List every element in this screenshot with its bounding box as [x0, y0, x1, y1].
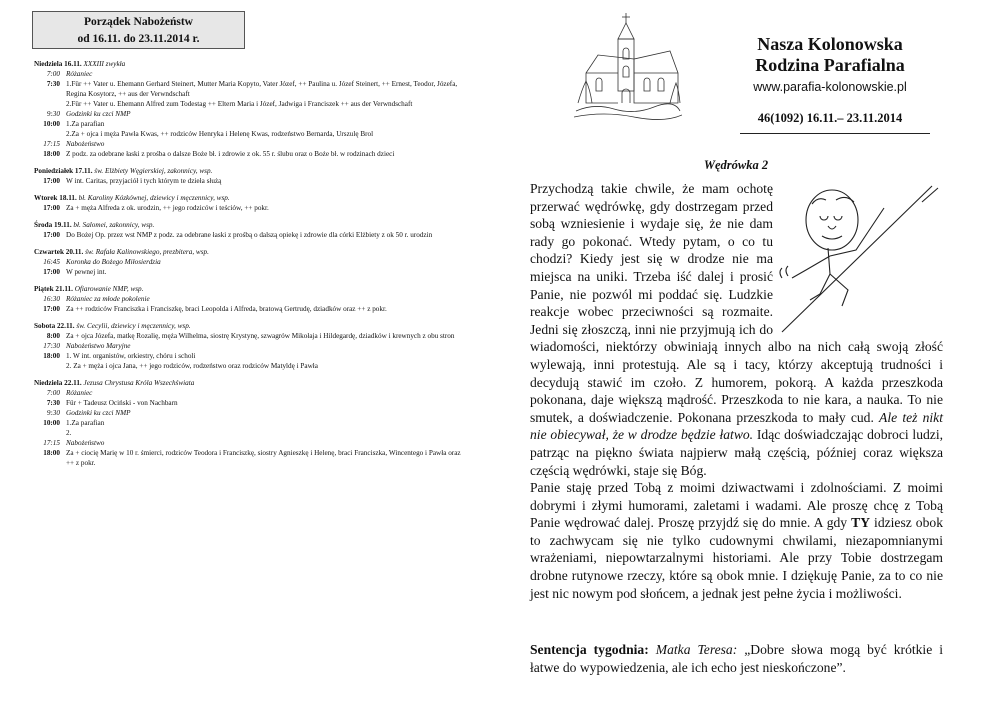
article-p2-bold: TY [851, 515, 871, 531]
day-heading [34, 378, 470, 388]
schedule-entry [34, 149, 470, 159]
entry-text: 2. [66, 429, 72, 437]
masthead-line-1: Nasza Kolonowska [757, 34, 903, 54]
entry-text: 2. Za + męża i ojca Jana, ++ jego rodziców, rodzeństwo oraz rodziców Matyldę i Pawła [66, 362, 318, 370]
entry-text: Koronka do Bożego Miłosierdzia [66, 258, 161, 266]
entry-time: 17:15 [43, 439, 60, 447]
day-date: Czwartek 20.11. [34, 248, 84, 256]
day-date: Piątek 21.11. [34, 285, 73, 293]
schedule-entry [34, 361, 470, 371]
entry-text: 1.Za parafian [66, 120, 105, 128]
day-heading [34, 193, 470, 203]
day-feast: bł. Salomei, zakonnicy, wsp. [73, 221, 155, 229]
schedule-header-dates: od 16.11. do 23.11.2014 r. [77, 33, 200, 45]
entry-time: 7:30 [46, 399, 60, 407]
schedule-entry [34, 203, 470, 213]
entry-time: 7:30 [46, 80, 60, 88]
schedule-entry [34, 176, 470, 186]
day-date: Niedziela 16.11. [34, 60, 82, 68]
entry-text: Za + męża Alfreda z ok. urodzin, ++ jego rodziców i teściów, ++ pokr. [66, 204, 269, 212]
schedule-entry [34, 438, 470, 448]
schedule-entry [34, 398, 470, 408]
schedule-entry [34, 139, 470, 149]
entry-time: 9:30 [46, 110, 60, 118]
day-heading [34, 321, 470, 331]
parish-url[interactable]: www.parafia-kolonowskie.pl [753, 80, 907, 94]
hiker-cartoon-illustration [772, 182, 942, 334]
entry-text: Godzinki ku czci NMP [66, 409, 131, 417]
day-heading [34, 284, 470, 294]
day-date: Środa 19.11. [34, 221, 72, 229]
day-heading [34, 59, 470, 69]
day-feast: Ofiarowanie NMP, wsp. [74, 285, 144, 293]
schedule-entry [34, 119, 470, 129]
schedule-list [34, 59, 470, 475]
entry-time: 17:00 [43, 177, 60, 185]
entry-text: Godzinki ku czci NMP [66, 110, 131, 118]
entry-time: 10:00 [43, 120, 60, 128]
entry-time [34, 129, 66, 139]
article-p1-text-a: Przychodzą takie chwile, że mam ochotę przerwać wędrówkę, gdy dostrzegam przed sobą wzniesienie i wydaje się, że nie dam rady go pokonać. Wtedy pytam, o co tu chodzi? Kiedy jest się w drodze nie ma miejsca na uniki. Trzeba iść dalej i prosić Panie, nie pozwól mi poddać się. Ludzkie reakcje wobec przeciwności są rozmaite. Jedni się złoszczą, inni nie przyjmują ich do wiadomości, niektórzy obwiniają innych albo na nich całą swoją złość wylewają, inni protestują. Ale są i tacy, którzy akceptują trudności i decydują stawić im czoło. Z humorem, pokorą. A każda przeszkoda pokonana, daje większą mądrość. Przeszkoda to nie kara, a nauka. To nie smutek, a doświadczenie. Pokonana przeszkoda to mały cud. [530, 181, 943, 425]
schedule-entry [34, 267, 470, 277]
article-title: Wędrówka 2 [703, 158, 769, 172]
entry-time: 17:00 [43, 305, 60, 313]
schedule-entry [34, 428, 470, 438]
entry-text: Für + Tadeusz Ociński - von Nachbarn [66, 399, 178, 407]
entry-text: 1. W int. organistów, orkiestry, chóru i scholi [66, 352, 196, 360]
sentence-label: Sentencja tygodnia: [530, 642, 649, 657]
schedule-day [34, 166, 470, 186]
entry-text: 1.Za parafian [66, 419, 105, 427]
schedule-entry [34, 351, 470, 361]
entry-text: Różaniec za młode pokolenie [66, 295, 150, 303]
day-date: Niedziela 22.11. [34, 379, 82, 387]
entry-time: 17:00 [43, 268, 60, 276]
entry-text: Nabożeństwo [66, 439, 105, 447]
schedule-day [34, 378, 470, 468]
article-p1-text-b: Idąc doświadczając dobroci ludzi, patrząc na piękno świata najpierw małą częścią, później coraz większa częścią wędrówki, staje się Bóg. [530, 427, 943, 478]
schedule-entry [34, 129, 470, 139]
entry-text: Różaniec [66, 70, 93, 78]
article-p1-italic: Ale też nikt nie obiecywał, że w drodze będzie łatwo. [530, 409, 943, 443]
schedule-entry [34, 341, 470, 351]
entry-time: 8:00 [46, 332, 60, 340]
schedule-entry [34, 304, 470, 314]
schedule-day [34, 59, 470, 159]
day-feast: św. Elżbiety Węgierskiej, zakonnicy, wsp. [94, 167, 213, 175]
schedule-entry [34, 99, 470, 109]
day-date: Wtorek 18.11. [34, 194, 77, 202]
entry-time: 17:15 [43, 140, 60, 148]
schedule-day [34, 193, 470, 213]
schedule-header [32, 11, 245, 49]
schedule-header-title: Porządek Nabożeństw [84, 16, 193, 28]
entry-text: Za + ojca Józefa, matkę Rozalię, męża Wilhelma, siostrę Krystynę, szwagrów Mikołaja i Hildegardę, dziadków i krewnych z obu stron [66, 332, 455, 340]
entry-text: Za ++ rodziców Franciszka i Franciszkę, braci Leopolda i Alfreda, bratową Gertrudę, dziadków oraz ++ z pokr. [66, 305, 387, 313]
schedule-entry [34, 294, 470, 304]
entry-time: 16:30 [43, 295, 60, 303]
schedule-entry [34, 69, 470, 79]
masthead-divider [740, 133, 930, 134]
entry-text: Do Bożej Op. przez wst NMP z podz. za odebrane łaski z prośbą o dalszą opiekę i zdrowie dla córki Elżbiety z ok 50 r. urodzin [66, 231, 433, 239]
day-heading [34, 166, 470, 176]
entry-text: 2.Za + ojca i męża Pawła Kwas, ++ rodziców Henryka i Helenę Kwas, rodzeństwo Bernarda, Urszulę Brol [66, 130, 374, 138]
church-illustration [574, 11, 682, 123]
entry-text: Różaniec [66, 389, 93, 397]
entry-time: 17:30 [43, 342, 60, 350]
sentence-of-week [530, 641, 943, 676]
entry-text: W int. Caritas, przyjaciół i tych którym te dzieła służą [66, 177, 222, 185]
day-heading [34, 220, 470, 230]
entry-text: Nabożeństwo Maryjne [66, 342, 131, 350]
day-feast: XXXIII zwykła [83, 60, 126, 68]
entry-text: W pewnej int. [66, 268, 107, 276]
article-p2-text-b: idziesz obok to zachwycam się nie tylko cudownymi chwilami, niezapomnianymi wrażeniami, niepowtarzalnymi historiami. Ale przy Tobie dostrzegam drobne rutynowe rzeczy, które są obok mnie. I dziękuję Panie, za to co nie jest nic nowym pod słońcem, a jednak jest pełne życia i możliwości. [530, 515, 943, 601]
schedule-day [34, 247, 470, 277]
entry-time: 7:00 [46, 70, 60, 78]
schedule-entry [34, 331, 470, 341]
entry-time: 10:00 [43, 419, 60, 427]
article-p2-text-a: Panie staję przed Tobą z moimi dziwactwami i zdolnościami. Z moimi dobrymi i złymi humorami, zaletami i wadami. Ale proszę chcę z Tobą Panie wędrować dalej. Proszę przyjdź się do mnie. A gdy [530, 480, 943, 531]
entry-time: 18:00 [43, 352, 60, 360]
schedule-entry [34, 418, 470, 428]
entry-time [34, 99, 66, 109]
schedule-entry [34, 388, 470, 398]
day-heading [34, 247, 470, 257]
entry-time: 9:30 [46, 409, 60, 417]
day-feast: Jezusa Chrystusa Króla Wszechświata [83, 379, 195, 387]
entry-time: 18:00 [43, 449, 60, 457]
entry-time [34, 361, 66, 371]
entry-text: 2.Für ++ Vater u. Ehemann Alfred zum Todestag ++ Eltern Maria i Józef, Jadwiga i Franciszek ++ aus der Verwndschaft [66, 100, 413, 108]
entry-time: 7:00 [46, 389, 60, 397]
schedule-entry [34, 109, 470, 119]
entry-text: Za + ciocię Marię w 10 r. śmierci, rodziców Teodora i Franciszkę, siostry Agnieszkę i Helenę, braci Franciszka, Wincentego i Pawła oraz ++ z pokr. [66, 449, 461, 467]
sentence-quote: „Dobre słowa mogą być krótkie i łatwe do wypowiedzenia, ale ich echo jest nieskończone”. [530, 642, 944, 675]
schedule-entry [34, 408, 470, 418]
day-date: Sobota 22.11. [34, 322, 75, 330]
day-feast: bł. Karoliny Kózkównej, dziewicy i męczennicy, wsp. [78, 194, 230, 202]
schedule-day [34, 321, 470, 371]
entry-time: 17:00 [43, 231, 60, 239]
issue-number: 46(1092) 16.11.– 23.11.2014 [757, 111, 903, 125]
article-paragraph-2 [530, 479, 943, 602]
entry-text: Z podz. za odebrane łaski z prośba o dalsze Boże bł. i zdrowie z ok. 55 r. ślubu oraz o Boże bł. w rodzinach dzieci [66, 150, 395, 158]
masthead-title [716, 34, 944, 76]
schedule-day [34, 284, 470, 314]
entry-text: 1.Für ++ Vater u. Ehemann Gerhard Steinert, Mutter Maria Kopyto, Vater Józef, ++ Paulina u. Józef Steinert, ++ Ernest, Teodor, Józefa, Regina Kosytorz, ++ aus der Verwndschaft [66, 80, 458, 98]
schedule-entry [34, 257, 470, 267]
entry-time: 18:00 [43, 150, 60, 158]
schedule-entry [34, 448, 470, 468]
entry-time: 16:45 [43, 258, 60, 266]
schedule-entry [34, 230, 470, 240]
masthead-line-2: Rodzina Parafialna [755, 55, 905, 75]
day-feast: św. Rafała Kalinowskiego, prezbitera, wsp. [85, 248, 209, 256]
entry-time: 17:00 [43, 204, 60, 212]
entry-text: Nabożeństwo [66, 140, 105, 148]
schedule-day [34, 220, 470, 240]
schedule-entry [34, 79, 470, 99]
entry-time [34, 428, 66, 438]
sentence-author: Matka Teresa: [655, 642, 738, 657]
day-date: Poniedziałek 17.11. [34, 167, 93, 175]
day-feast: św. Cecylii, dziewicy i męczennicy, wsp. [76, 322, 191, 330]
